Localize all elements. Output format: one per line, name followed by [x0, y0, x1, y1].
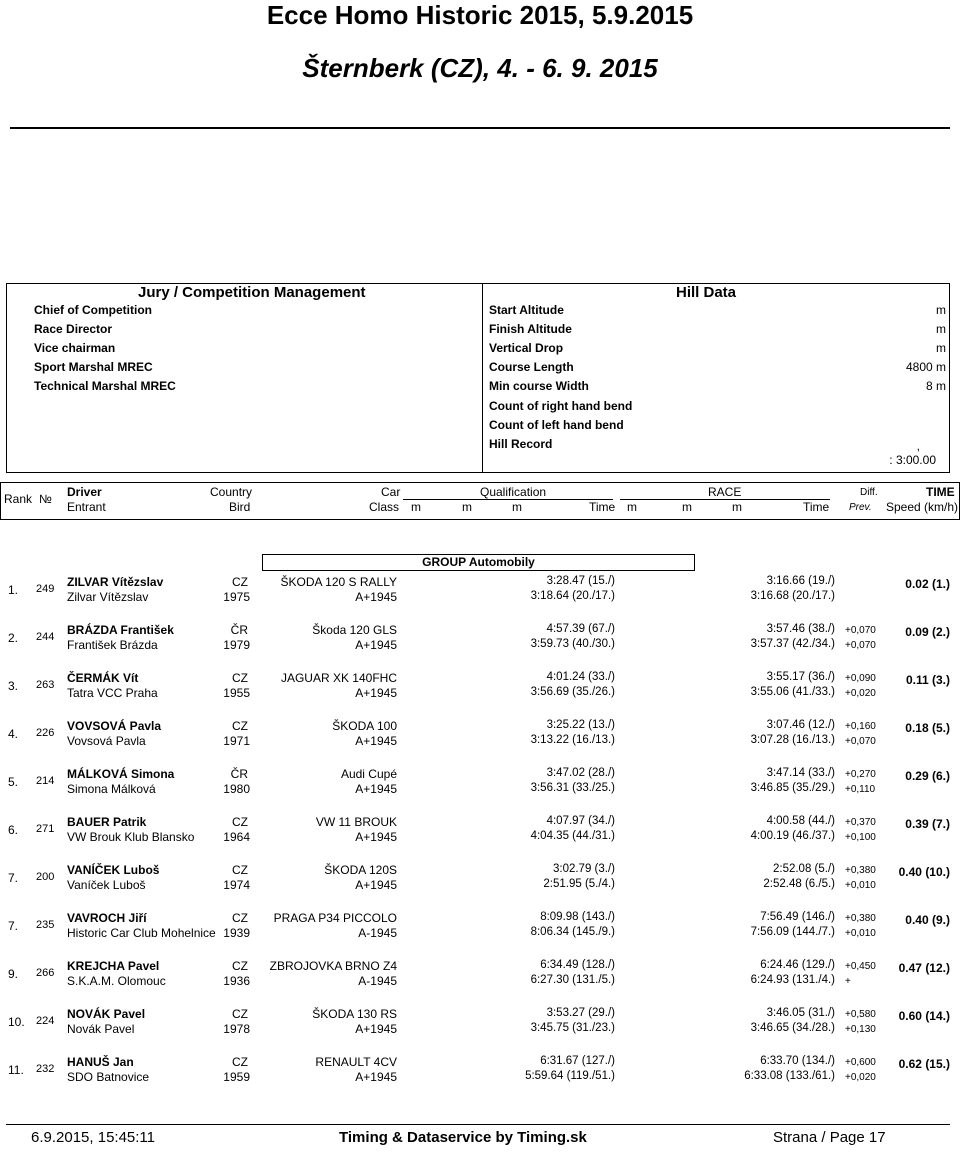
driver-name: KREJCHA Pavel	[67, 959, 160, 973]
birth-year: 1936	[223, 974, 250, 988]
car-class: A+1945	[355, 830, 397, 844]
col-driver: Driver	[67, 485, 102, 499]
car-name: ŠKODA 100	[332, 719, 397, 733]
diff-value: +0,580	[845, 1009, 876, 1020]
qualification-time-2: 3:56.31 (33./25.)	[530, 782, 615, 794]
col-final-time: TIME	[926, 485, 955, 499]
car-name: Škoda 120 GLS	[312, 623, 397, 637]
final-time: 0.47 (12.)	[898, 961, 950, 975]
qualification-time-1: 3:02.79 (3./)	[552, 863, 615, 875]
col-r-m3: m	[732, 500, 742, 514]
entrant-name: SDO Batnovice	[67, 1070, 150, 1084]
rank-cell: 2.	[8, 631, 19, 645]
final-time: 0.40 (9.)	[905, 913, 950, 927]
car-class: A+1945	[355, 1070, 397, 1084]
rank-cell: 3.	[8, 679, 19, 693]
col-q-m2: m	[462, 500, 472, 514]
car-class: A+1945	[355, 782, 397, 796]
driver-name: BAUER Patrik	[67, 815, 147, 829]
col-q-m1: m	[411, 500, 421, 514]
race-time-1: 3:07.46 (12./)	[766, 719, 835, 731]
footer-rule	[6, 1124, 950, 1125]
col-diff: Diff.	[860, 487, 878, 498]
rank-cell: 4.	[8, 727, 19, 741]
prev-diff-value: +0,100	[845, 832, 876, 843]
qualification-time-1: 4:07.97 (34./)	[546, 815, 615, 827]
driver-name: VANÍČEK Luboš	[67, 863, 160, 877]
footer-timestamp: 6.9.2015, 15:45:11	[31, 1129, 155, 1146]
rank-cell: 10.	[8, 1015, 25, 1029]
qualification-time-2: 3:45.75 (31./23.)	[530, 1022, 615, 1034]
birth-year: 1979	[223, 638, 250, 652]
number-cell: 224	[36, 1015, 55, 1027]
jury-role: Technical Marshal MREC	[34, 379, 176, 393]
number-cell: 266	[36, 967, 55, 979]
rank-cell: 7.	[8, 919, 19, 933]
col-r-m1: m	[627, 500, 637, 514]
driver-name: ČERMÁK Vít	[67, 671, 139, 685]
event-subtitle: Šternberk (CZ), 4. - 6. 9. 2015	[302, 53, 658, 83]
col-country: Country	[210, 485, 253, 499]
hill-label: Hill Record	[489, 437, 553, 451]
country-cell: CZ	[232, 1055, 248, 1069]
car-name: RENAULT 4CV	[315, 1055, 397, 1069]
diff-value: +0,600	[845, 1057, 876, 1068]
diff-value: +0,380	[845, 913, 876, 924]
country-cell: CZ	[232, 863, 248, 877]
driver-name: ZILVAR Vítězslav	[67, 575, 164, 589]
car-name: Audi Cupé	[340, 767, 397, 781]
race-time-1: 3:16.66 (19./)	[766, 575, 835, 587]
country-cell: CZ	[232, 671, 248, 685]
qualification-time-2: 3:13.22 (16./13.)	[530, 734, 615, 746]
diff-value: +0,370	[845, 817, 876, 828]
col-prev: Prev.	[849, 502, 872, 513]
rank-cell: 11.	[8, 1063, 24, 1077]
country-cell: CZ	[232, 815, 248, 829]
diff-value: +0,270	[845, 769, 876, 780]
qualification-rule	[403, 499, 613, 500]
number-cell: 249	[36, 583, 55, 595]
hill-label: Start Altitude	[489, 303, 564, 317]
driver-name: HANUŠ Jan	[67, 1055, 134, 1069]
car-class: A+1945	[355, 638, 397, 652]
birth-year: 1959	[223, 1070, 250, 1084]
number-cell: 214	[36, 775, 55, 787]
hill-value: m	[936, 303, 946, 317]
entrant-name: Historic Car Club Mohelnice	[67, 926, 216, 940]
car-name: ŠKODA 120S	[324, 863, 397, 877]
col-q-m3: m	[512, 500, 522, 514]
car-name: VW 11 BROUK	[315, 815, 397, 829]
prev-diff-value: +0,070	[845, 640, 876, 651]
race-time-2: 3:46.85 (35./29.)	[750, 782, 835, 794]
final-time: 0.18 (5.)	[905, 721, 950, 735]
qualification-time-2: 3:56.69 (35./26.)	[530, 686, 615, 698]
final-time: 0.29 (6.)	[905, 769, 950, 783]
qualification-time-1: 6:34.49 (128./)	[540, 959, 615, 971]
car-name: JAGUAR XK 140FHC	[280, 671, 397, 685]
country-cell: CZ	[232, 1007, 248, 1021]
jury-role: Race Director	[34, 322, 113, 336]
car-name: ZBROJOVKA BRNO Z4	[269, 959, 397, 973]
col-class: Class	[369, 500, 400, 514]
col-qualification: Qualification	[480, 485, 547, 499]
prev-diff-value: +	[845, 976, 851, 987]
qualification-time-1: 4:57.39 (67./)	[546, 623, 615, 635]
entrant-name: František Brázda	[67, 638, 158, 652]
driver-name: MÁLKOVÁ Simona	[67, 767, 175, 781]
prev-diff-value: +0,010	[845, 928, 876, 939]
driver-name: BRÁZDA František	[67, 623, 174, 637]
race-time-1: 2:52.08 (5./)	[772, 863, 835, 875]
race-time-2: 6:33.08 (133./61.)	[744, 1070, 835, 1082]
driver-name: NOVÁK Pavel	[67, 1007, 146, 1021]
col-q-time: Time	[589, 500, 616, 514]
country-cell: CZ	[232, 719, 248, 733]
qualification-time-2: 3:18.64 (20./17.)	[530, 590, 615, 602]
race-time-1: 3:57.46 (38./)	[766, 623, 835, 635]
car-class: A+1945	[355, 590, 397, 604]
col-bird: Bird	[229, 500, 251, 514]
qualification-time-2: 4:04.35 (44./31.)	[530, 830, 615, 842]
race-time-2: 7:56.09 (144./7.)	[750, 926, 835, 938]
prev-diff-value: +0,020	[845, 1072, 876, 1083]
col-car: Car	[381, 485, 401, 499]
hill-record-value: ,	[916, 439, 920, 453]
jury-role: Vice chairman	[34, 341, 116, 355]
qualification-time-1: 8:09.98 (143./)	[540, 911, 615, 923]
country-cell: CZ	[232, 575, 248, 589]
prev-diff-value: +0,070	[845, 736, 876, 747]
race-time-2: 3:57.37 (42./34.)	[750, 638, 835, 650]
final-time: 0.09 (2.)	[905, 625, 950, 639]
hill-label: Course Length	[489, 360, 574, 374]
hill-value: m	[936, 341, 946, 355]
hill-label: Finish Altitude	[489, 322, 572, 336]
final-time: 0.02 (1.)	[905, 577, 950, 591]
footer-page: Strana / Page 17	[773, 1129, 886, 1146]
hill-label: Count of left hand bend	[489, 418, 624, 432]
col-number: №	[39, 492, 52, 506]
race-time-1: 7:56.49 (146./)	[760, 911, 835, 923]
race-rule	[620, 499, 830, 500]
hill-label: Vertical Drop	[489, 341, 564, 355]
entrant-name: Zilvar Vítězslav	[67, 590, 149, 604]
race-time-2: 6:24.93 (131./4.)	[750, 974, 835, 986]
qualification-time-1: 6:31.67 (127./)	[540, 1055, 615, 1067]
hill-value: 8 m	[925, 379, 946, 393]
info-box-divider	[482, 283, 483, 473]
race-time-1: 4:00.58 (44./)	[766, 815, 835, 827]
rank-cell: 6.	[8, 823, 19, 837]
car-name: ŠKODA 130 RS	[312, 1007, 397, 1021]
hill-label: Min course Width	[489, 379, 589, 393]
jury-role: Sport Marshal MREC	[34, 360, 153, 374]
final-time: 0.40 (10.)	[898, 865, 950, 879]
qualification-time-1: 3:47.02 (28./)	[546, 767, 615, 779]
entrant-name: Vovsová Pavla	[67, 734, 146, 748]
qualification-time-1: 3:28.47 (15./)	[546, 575, 615, 587]
diff-value: +0,090	[845, 673, 876, 684]
number-cell: 263	[36, 679, 55, 691]
number-cell: 232	[36, 1063, 55, 1075]
hill-heading: Hill Data	[676, 284, 737, 301]
birth-year: 1971	[223, 734, 250, 748]
hill-value: m	[936, 322, 946, 336]
rank-cell: 9.	[8, 967, 19, 981]
prev-diff-value: +0,010	[845, 880, 876, 891]
number-cell: 271	[36, 823, 55, 835]
jury-heading: Jury / Competition Management	[138, 284, 366, 301]
country-cell: ČR	[230, 767, 248, 781]
entrant-name: S.K.A.M. Olomouc	[67, 974, 166, 988]
entrant-name: Simona Málková	[67, 782, 156, 796]
qualification-time-1: 3:25.22 (13./)	[546, 719, 615, 731]
final-time: 0.60 (14.)	[898, 1009, 950, 1023]
race-time-1: 3:55.17 (36./)	[766, 671, 835, 683]
race-time-2: 3:07.28 (16./13.)	[750, 734, 835, 746]
birth-year: 1955	[223, 686, 250, 700]
car-name: ŠKODA 120 S RALLY	[280, 575, 397, 589]
driver-name: VOVSOVÁ Pavla	[67, 719, 162, 733]
race-time-2: 4:00.19 (46./37.)	[750, 830, 835, 842]
race-time-1: 3:46.05 (31./)	[766, 1007, 835, 1019]
birth-year: 1978	[223, 1022, 250, 1036]
number-cell: 235	[36, 919, 55, 931]
jury-role: Chief of Competition	[34, 303, 152, 317]
car-class: A-1945	[358, 974, 397, 988]
number-cell: 226	[36, 727, 55, 739]
col-race: RACE	[708, 485, 742, 499]
title-divider	[10, 127, 950, 129]
race-time-2: 3:46.65 (34./28.)	[750, 1022, 835, 1034]
rank-cell: 5.	[8, 775, 19, 789]
qualification-time-2: 2:51.95 (5./4.)	[543, 878, 615, 890]
col-entrant: Entrant	[67, 500, 106, 514]
driver-name: VAVROCH Jiří	[67, 911, 147, 925]
diff-value: +0,070	[845, 625, 876, 636]
country-cell: CZ	[232, 959, 248, 973]
number-cell: 244	[36, 631, 55, 643]
race-time-2: 2:52.48 (6./5.)	[763, 878, 835, 890]
hill-record-time: : 3:00.00	[889, 453, 936, 467]
qualification-time-2: 5:59.64 (119./51.)	[525, 1070, 615, 1082]
qualification-time-1: 3:53.27 (29./)	[546, 1007, 615, 1019]
car-name: PRAGA P34 PICCOLO	[273, 911, 397, 925]
country-cell: CZ	[232, 911, 248, 925]
col-rank: Rank	[4, 492, 33, 506]
race-time-1: 6:24.46 (129./)	[760, 959, 835, 971]
entrant-name: Tatra VCC Praha	[67, 686, 158, 700]
car-class: A+1945	[355, 734, 397, 748]
car-class: A+1945	[355, 686, 397, 700]
race-time-2: 3:16.68 (20./17.)	[750, 590, 835, 602]
prev-diff-value: +0,110	[845, 784, 876, 795]
event-title: Ecce Homo Historic 2015, 5.9.2015	[266, 0, 694, 30]
entrant-name: Novák Pavel	[67, 1022, 135, 1036]
car-class: A-1945	[358, 926, 397, 940]
race-time-1: 6:33.70 (134./)	[760, 1055, 835, 1067]
diff-value: +0,380	[845, 865, 876, 876]
hill-label: Count of right hand bend	[489, 399, 633, 413]
group-label: GROUP Automobily	[262, 554, 695, 571]
entrant-name: Vaníček Luboš	[67, 878, 146, 892]
prev-diff-value: +0,020	[845, 688, 876, 699]
prev-diff-value: +0,130	[845, 1024, 876, 1035]
entrant-name: VW Brouk Klub Blansko	[67, 830, 195, 844]
footer-service: Timing & Dataservice by Timing.sk	[339, 1129, 587, 1146]
qualification-time-2: 8:06.34 (145./9.)	[530, 926, 615, 938]
car-class: A+1945	[355, 1022, 397, 1036]
final-time: 0.39 (7.)	[905, 817, 950, 831]
birth-year: 1975	[223, 590, 250, 604]
qualification-time-1: 4:01.24 (33./)	[546, 671, 615, 683]
birth-year: 1980	[223, 782, 250, 796]
qualification-time-2: 3:59.73 (40./30.)	[530, 638, 615, 650]
rank-cell: 7.	[8, 871, 19, 885]
race-time-1: 3:47.14 (33./)	[766, 767, 835, 779]
birth-year: 1974	[223, 878, 250, 892]
hill-value: 4800 m	[905, 360, 946, 374]
qualification-time-2: 6:27.30 (131./5.)	[530, 974, 615, 986]
birth-year: 1964	[223, 830, 250, 844]
diff-value: +0,450	[845, 961, 876, 972]
final-time: 0.11 (3.)	[905, 673, 950, 687]
diff-value: +0,160	[845, 721, 876, 732]
col-r-m2: m	[682, 500, 692, 514]
country-cell: ČR	[230, 623, 248, 637]
birth-year: 1939	[223, 926, 250, 940]
final-time: 0.62 (15.)	[898, 1057, 950, 1071]
car-class: A+1945	[355, 878, 397, 892]
col-r-time: Time	[803, 500, 830, 514]
col-speed: Speed (km/h)	[886, 500, 959, 514]
race-time-2: 3:55.06 (41./33.)	[750, 686, 835, 698]
rank-cell: 1.	[8, 583, 19, 597]
number-cell: 200	[36, 871, 55, 883]
